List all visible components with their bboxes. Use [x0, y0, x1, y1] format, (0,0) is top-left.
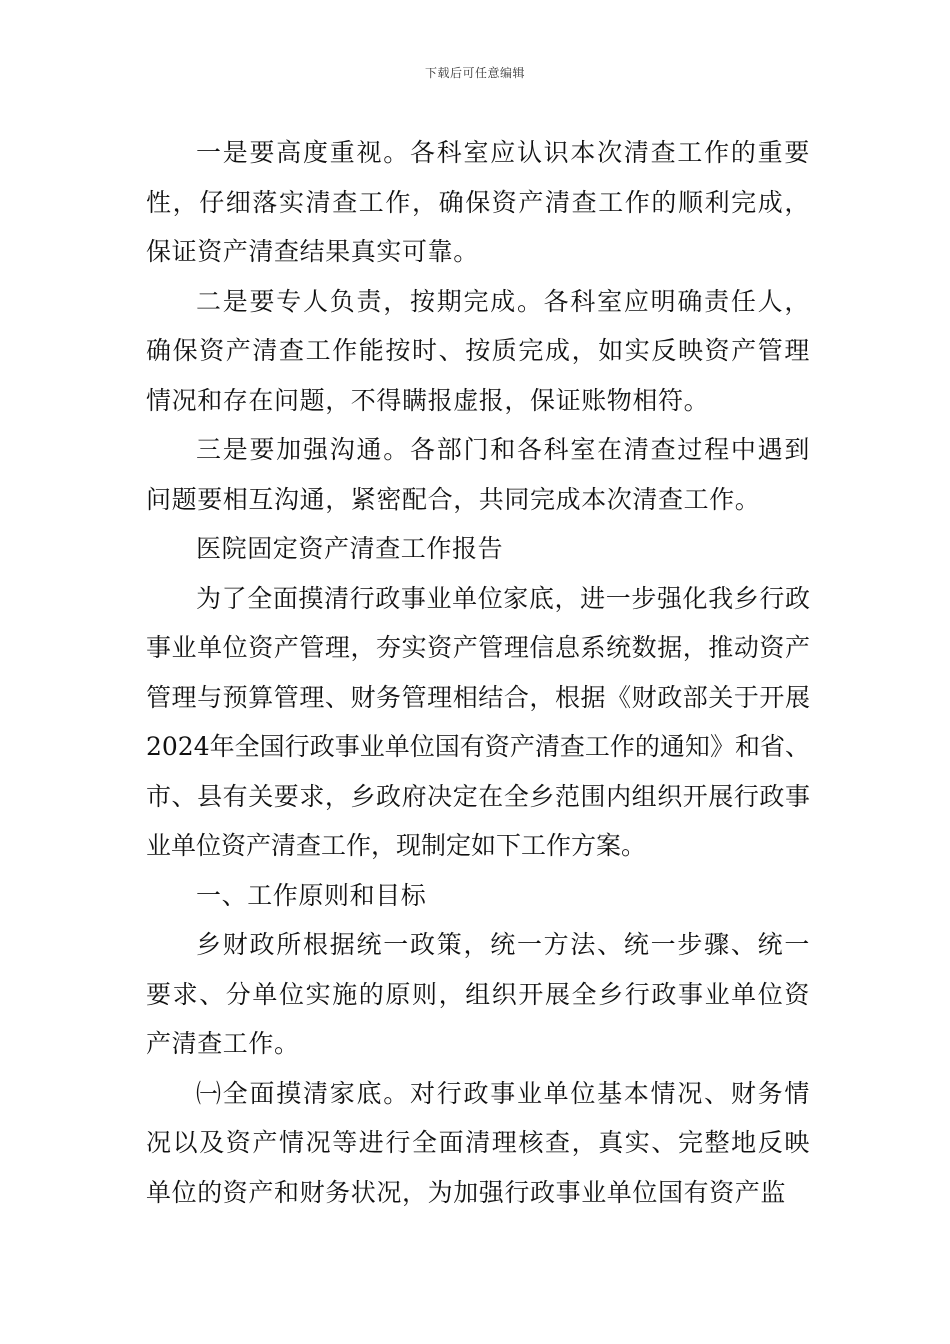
paragraph-communication: 三是要加强沟通。各部门和各科室在清查过程中遇到问题要相互沟通，紧密配合，共同完成本次清查工作。 [146, 435, 810, 514]
document-body [146, 128, 810, 1217]
paragraph-introduction: 为了全面摸清行政事业单位家底，进一步强化我乡行政事业单位资产管理，夯实资产管理信息系统数据，推动资产管理与预算管理、财务管理相结合，根据《财政部关于开展2024年全国行政事业单位国有资产清查工作的通知》和省、市、县有关要求，乡政府决定在全乡范围内组织开展行政事业单位资产清查工作，现制定如下工作方案。 [146, 583, 810, 860]
report-title: 医院固定资产清查工作报告 [196, 534, 504, 563]
page-header-note: 下载后可任意编辑 [424, 66, 525, 80]
section-heading-principles: 一、工作原则和目标 [196, 880, 427, 910]
paragraph-principles: 乡财政所根据统一政策，统一方法、统一步骤、统一要求、分单位实施的原则，组织开展全乡行政事业单位资产清查工作。 [146, 930, 810, 1058]
paragraph-assets-overview: ㈠全面摸清家底。对行政事业单位基本情况、财务情况以及资产情况等进行全面清理核查，真实、完整地反映单位的资产和财务状况，为加强行政事业单位国有资产监 [146, 1078, 810, 1207]
paragraph-high-priority: 一是要高度重视。各科室应认识本次清查工作的重要性，仔细落实清查工作，确保资产清查工作的顺利完成，保证资产清查结果真实可靠。 [146, 138, 810, 266]
paragraph-dedicated-staff: 二是要专人负责，按期完成。各科室应明确责任人，确保资产清查工作能按时、按质完成，如实反映资产管理情况和存在问题，不得瞒报虚报，保证账物相符。 [146, 286, 810, 415]
